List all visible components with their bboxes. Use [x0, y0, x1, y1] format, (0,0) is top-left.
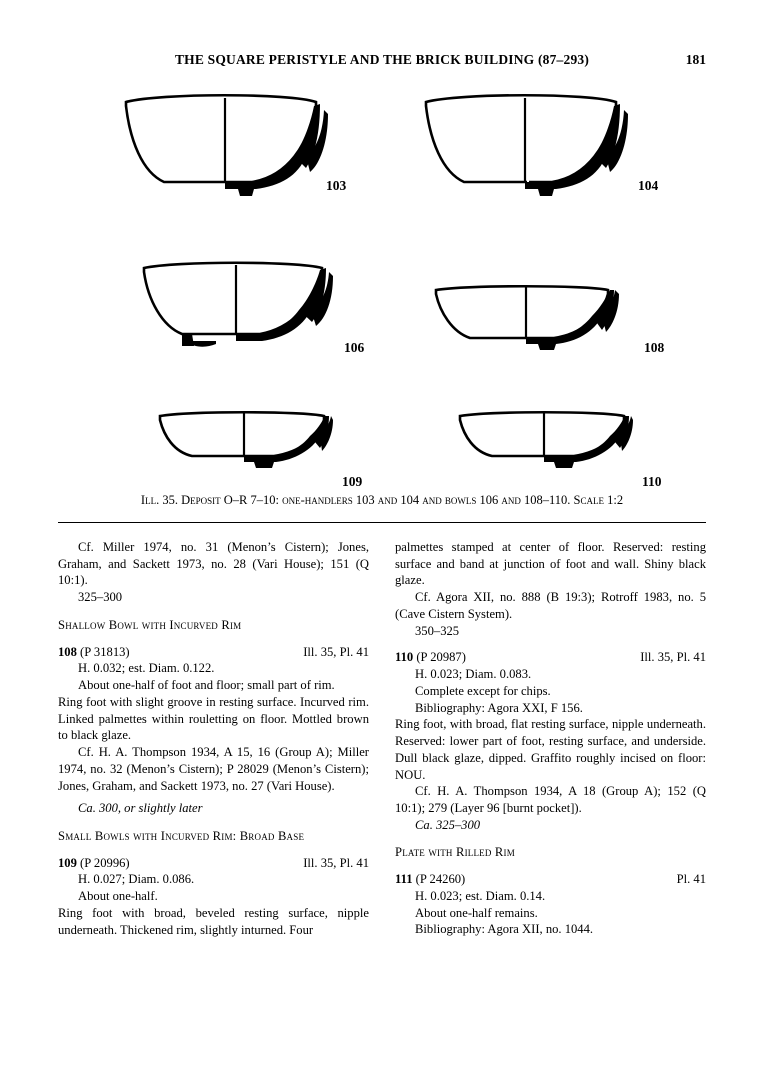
entry-109-description: Ring foot with broad, beveled resting surface, nipple underneath. Thickened rim, slightly inturned. Four	[58, 905, 369, 937]
right-column	[395, 539, 706, 938]
entry-111-dimensions: H. 0.023; est. Diam. 0.14.	[415, 888, 546, 903]
entry-109-head	[58, 855, 369, 872]
entry-111-preservation: About one-half remains.	[415, 905, 538, 920]
entry-110-comparanda: Cf. H. A. Thompson 1934, A 18 (Group A); 152 (Q 10:1); 279 (Layer 96 [burnt pocket]).	[395, 784, 706, 816]
figure-caption-text: Deposit O–R 7–10: one-handlers 103 and 104 and bowls 106 and 108–110. Scale 1:2	[181, 493, 624, 507]
vessel-label-104: 104	[638, 178, 659, 193]
entry-108-description: Ring foot with slight groove in resting surface. Incurved rim. Linked palmettes within rouletting on floor. Mottled brown to black glaze.	[58, 694, 369, 743]
entry-110-dimensions: H. 0.023; Diam. 0.083.	[415, 667, 532, 682]
entry-108-refs: Ill. 35, Pl. 41	[303, 644, 369, 659]
entry-110-date: Ca. 325–300	[415, 817, 481, 832]
entry-109-number: 109	[58, 855, 77, 870]
vessel-drawing-106	[136, 258, 336, 354]
running-title: THE SQUARE PERISTYLE AND THE BRICK BUILDING (87–293)	[174, 52, 590, 67]
entry-110-bibliography: Bibliography: Agora XXI, F 156.	[415, 700, 583, 715]
entry-111-inventory: (P 24260)	[415, 872, 466, 887]
vessel-drawing-103	[120, 90, 330, 200]
entry-110-head	[395, 649, 706, 666]
entry-108-number: 108	[58, 644, 77, 659]
entry-109-refs: Ill. 35, Pl. 41	[303, 855, 369, 870]
entry-108-comparanda: Cf. H. A. Thompson 1934, A 15, 16 (Group A); Miller 1974, no. 32 (Menon’s Cistern); P 28029 (Menon’s Cistern); Jones, Graham, and Sackett 1973, no. 27 (Vari House).	[58, 745, 369, 793]
entry-109-dimensions: H. 0.027; Diam. 0.086.	[78, 872, 195, 887]
entry-109-comparanda: Cf. Agora XII, no. 888 (B 19:3); Rotroff 1983, no. 5 (Cave Cistern System).	[395, 590, 706, 621]
entry-110-preservation: Complete except for chips.	[415, 683, 551, 698]
entry-110-number: 110	[395, 650, 414, 665]
entry-111-number: 111	[395, 872, 413, 887]
vessel-drawing-109	[154, 408, 334, 478]
body-columns	[58, 539, 706, 938]
vessel-drawing-104	[420, 90, 630, 200]
entry-111-bibliography: Bibliography: Agora XII, no. 1044.	[415, 922, 594, 937]
vessel-label-110: 110	[642, 474, 662, 489]
entry-109-description-continued: palmettes stamped at center of floor. Reserved: resting surface and band at junction of foot and wall. Shiny black glaze.	[395, 540, 706, 588]
entry-111-head	[395, 871, 706, 888]
page-number: 181	[685, 52, 706, 67]
entry-109-preservation: About one-half.	[78, 889, 158, 904]
vessel-label-109: 109	[342, 474, 363, 489]
entry-111-refs: Pl. 41	[676, 872, 706, 887]
illustration-35	[58, 90, 706, 508]
horizontal-rule	[58, 522, 706, 523]
running-head	[58, 52, 706, 74]
vessel-label-106: 106	[344, 340, 365, 355]
left-column	[58, 539, 369, 938]
vessel-drawing-108	[430, 282, 620, 358]
section-heading-small-bowls: Small Bowls with Incurved Rim: Broad Base	[58, 829, 305, 844]
vessel-label-103: 103	[326, 178, 347, 193]
entry-108-dimensions: H. 0.032; est. Diam. 0.122.	[78, 661, 215, 676]
entry-108-date: Ca. 300, or slightly later	[78, 801, 203, 816]
entry-109-inventory: (P 20996)	[80, 855, 130, 870]
figure-caption-prefix: Ill. 35.	[140, 493, 178, 507]
figure-row-2	[58, 258, 706, 378]
entry-109-date: 350–325	[415, 623, 460, 638]
entry-110-description: Ring foot, with broad, flat resting surface, nipple underneath. Reserved: lower part of foot, resting surface, and underside. Dull black glaze, dipped. Graffito roughly incised on floor: NOU.	[395, 717, 706, 782]
section-heading-plate-rilled-rim: Plate with Rilled Rim	[395, 845, 515, 860]
figure-caption	[58, 493, 706, 508]
entry-108-head	[58, 644, 369, 661]
entry-108-preservation: About one-half of foot and floor; small part of rim.	[78, 678, 335, 693]
entry-110-refs: Ill. 35, Pl. 41	[640, 650, 706, 665]
page	[0, 52, 764, 1076]
left-intro-paragraph: Cf. Miller 1974, no. 31 (Menon’s Cistern); Jones, Graham, and Sackett 1973, no. 28 (Vari House); 151 (Q 10:1).	[58, 540, 369, 588]
figure-row-1	[58, 90, 706, 210]
vessel-drawing-110	[454, 408, 634, 478]
entry-108-inventory: (P 31813)	[80, 644, 130, 659]
left-intro-date: 325–300	[78, 590, 123, 605]
vessel-label-108: 108	[644, 340, 665, 355]
section-heading-shallow-bowl: Shallow Bowl with Incurved Rim	[58, 617, 242, 632]
entry-110-inventory: (P 20987)	[416, 650, 466, 665]
